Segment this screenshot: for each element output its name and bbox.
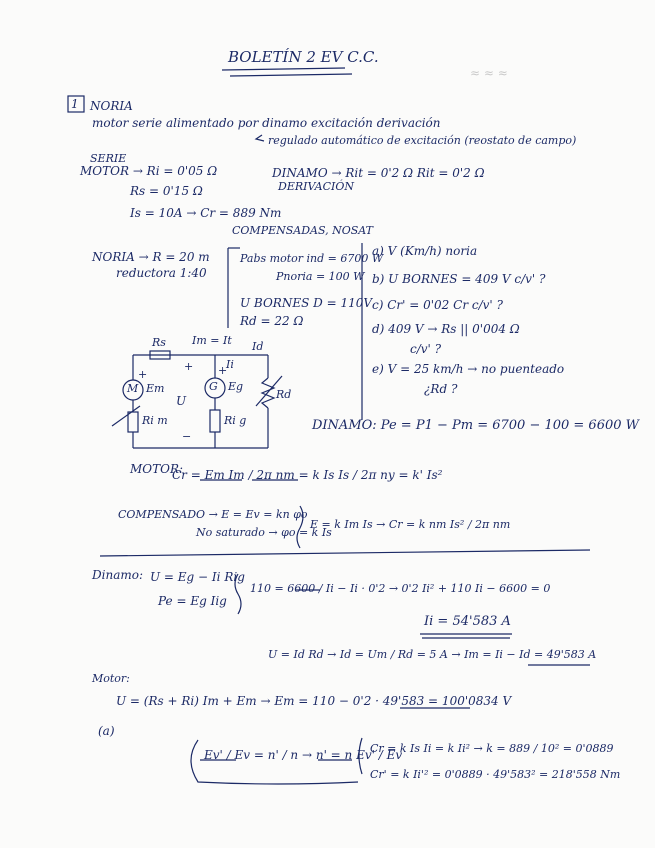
dinamo-label: Dinamo: <box>92 568 143 582</box>
generator-resistor <box>210 410 220 432</box>
circuit-ii-label: Ii <box>226 358 234 371</box>
dinamo-id-eq: U = Id Rd → Id = Um / Rd = 5 A → Im = Ii − Id = 49'583 A <box>268 648 597 661</box>
intro-line-2: regulado automático de excitación (reostato de campo) <box>268 134 577 147</box>
motor-torque-eq: Cr = Em Im / 2π nm = k Is Is / 2π ny = k' Is² <box>172 468 443 482</box>
noria-reductora: reductora 1:40 <box>116 266 207 280</box>
dinamo-substitution: 110 = 6600 / Ii − Ii · 0'2 → 0'2 Ii² + 110 Ii − 6600 = 0 <box>250 582 551 595</box>
dinamo-u-eq: U = Eg − Ii Rig <box>150 570 245 584</box>
noria-r: NORIA → R = 20 m <box>92 250 210 264</box>
speed-ratio-eq: Ev' / Ev = n' / n → n' = n Ev' / Ev <box>204 748 403 762</box>
circuit-g-label: G <box>209 380 218 393</box>
serie-label: SERIE <box>90 152 127 165</box>
ratio-bracket <box>191 740 358 784</box>
circuit-plus-1: + <box>138 368 148 381</box>
title-underline <box>222 68 345 70</box>
dinamo-derivacion: DERIVACIÓN <box>278 180 355 193</box>
problem-number: 1 <box>71 97 79 111</box>
question-b: b) U BORNES = 409 V c/v' ? <box>372 272 546 286</box>
dinamo-pe: DINAMO: Pe = P1 − Pm = 6700 − 100 = 6600 W <box>312 418 640 433</box>
intro-line-1: motor serie alimentado por dinamo excitación derivación <box>92 116 441 130</box>
circuit-minus: − <box>182 430 192 443</box>
motor-calc-label: Motor: <box>92 672 130 685</box>
question-e: e) V = 25 km/h → no puenteado <box>372 362 565 376</box>
question-d-2: c/v' ? <box>410 342 442 356</box>
intro-arrow <box>256 135 264 141</box>
circuit-rim-label: Ri m <box>142 414 168 427</box>
bypass-arrow <box>112 406 140 426</box>
question-e-2: ¿Rd ? <box>424 382 458 396</box>
motor-label: MOTOR: <box>130 462 184 476</box>
circuit-rs-label: Rs <box>152 336 166 349</box>
title-underline-2 <box>230 74 352 76</box>
circuit-id-label: Id <box>252 340 264 353</box>
motor-ri: MOTOR → Ri = 0'05 Ω <box>80 164 218 178</box>
problem-name: NORIA <box>90 99 133 113</box>
dinamo-r: DINAMO → Rit = 0'2 Ω Rit = 0'2 Ω <box>272 166 485 180</box>
circuit-im-label: Im = It <box>192 334 232 347</box>
motor-rs: Rs = 0'15 Ω <box>130 184 203 198</box>
box-pmot: Pabs motor ind = 6700 W <box>240 252 384 265</box>
bleed-through-text: ≈ ≈ ≈ <box>470 66 508 80</box>
compensado-line-2: No saturado → φo = k Is <box>196 526 332 539</box>
circuit-m-label: M <box>127 382 139 395</box>
box-rd: Rd = 22 Ω <box>240 314 304 328</box>
dinamo-ii-result: Ii = 54'583 A <box>424 614 511 629</box>
torque-new-eq: Cr' = k Ii'² = 0'0889 · 49'583² = 218'558 Nm <box>370 768 621 781</box>
compensado-result: E = k Im Is → Cr = k nm Is² / 2π nm <box>310 518 511 531</box>
question-d: d) 409 V → Rs || 0'004 Ω <box>372 322 520 336</box>
circuit-diagram <box>112 351 282 448</box>
circuit-rig-label: Ri g <box>224 414 247 427</box>
compensadas-label: COMPENSADAS, NOSAT <box>232 224 373 237</box>
dinamo-pe-eq: Pe = Eg Iig <box>158 594 227 608</box>
circuit-em-label: Em <box>146 382 165 395</box>
part-a-label: (a) <box>98 724 115 738</box>
motor-calc-eq: U = (Rs + Ri) Im + Em → Em = 110 − 0'2 · 49'583 = 100'0834 V <box>116 694 512 708</box>
circuit-eg-label: Eg <box>228 380 244 393</box>
torque-k-eq: Cr = k Is Ii = k Ii² → k = 889 / 10² = 0'0889 <box>370 742 614 755</box>
circuit-rd-label: Rd <box>276 388 292 401</box>
circuit-u-label: U <box>176 394 187 408</box>
box-pnoria: Pnoria = 100 W <box>276 270 365 283</box>
motor-resistor <box>128 412 138 432</box>
circuit-plus-2: + <box>184 360 194 373</box>
question-c: c) Cr' = 0'02 Cr c/v' ? <box>372 298 503 312</box>
compensado-line-1: COMPENSADO → E = Ev = kn φo <box>118 508 308 521</box>
page-title: BOLETÍN 2 EV C.C. <box>228 48 379 66</box>
question-a: a) V (Km/h) noria <box>372 244 478 258</box>
section-divider <box>100 550 590 556</box>
circuit-plus-3: + <box>218 364 228 377</box>
box-ubornes: U BORNES D = 110V <box>240 296 373 310</box>
motor-is: Is = 10A → Cr = 889 Nm <box>130 206 282 220</box>
